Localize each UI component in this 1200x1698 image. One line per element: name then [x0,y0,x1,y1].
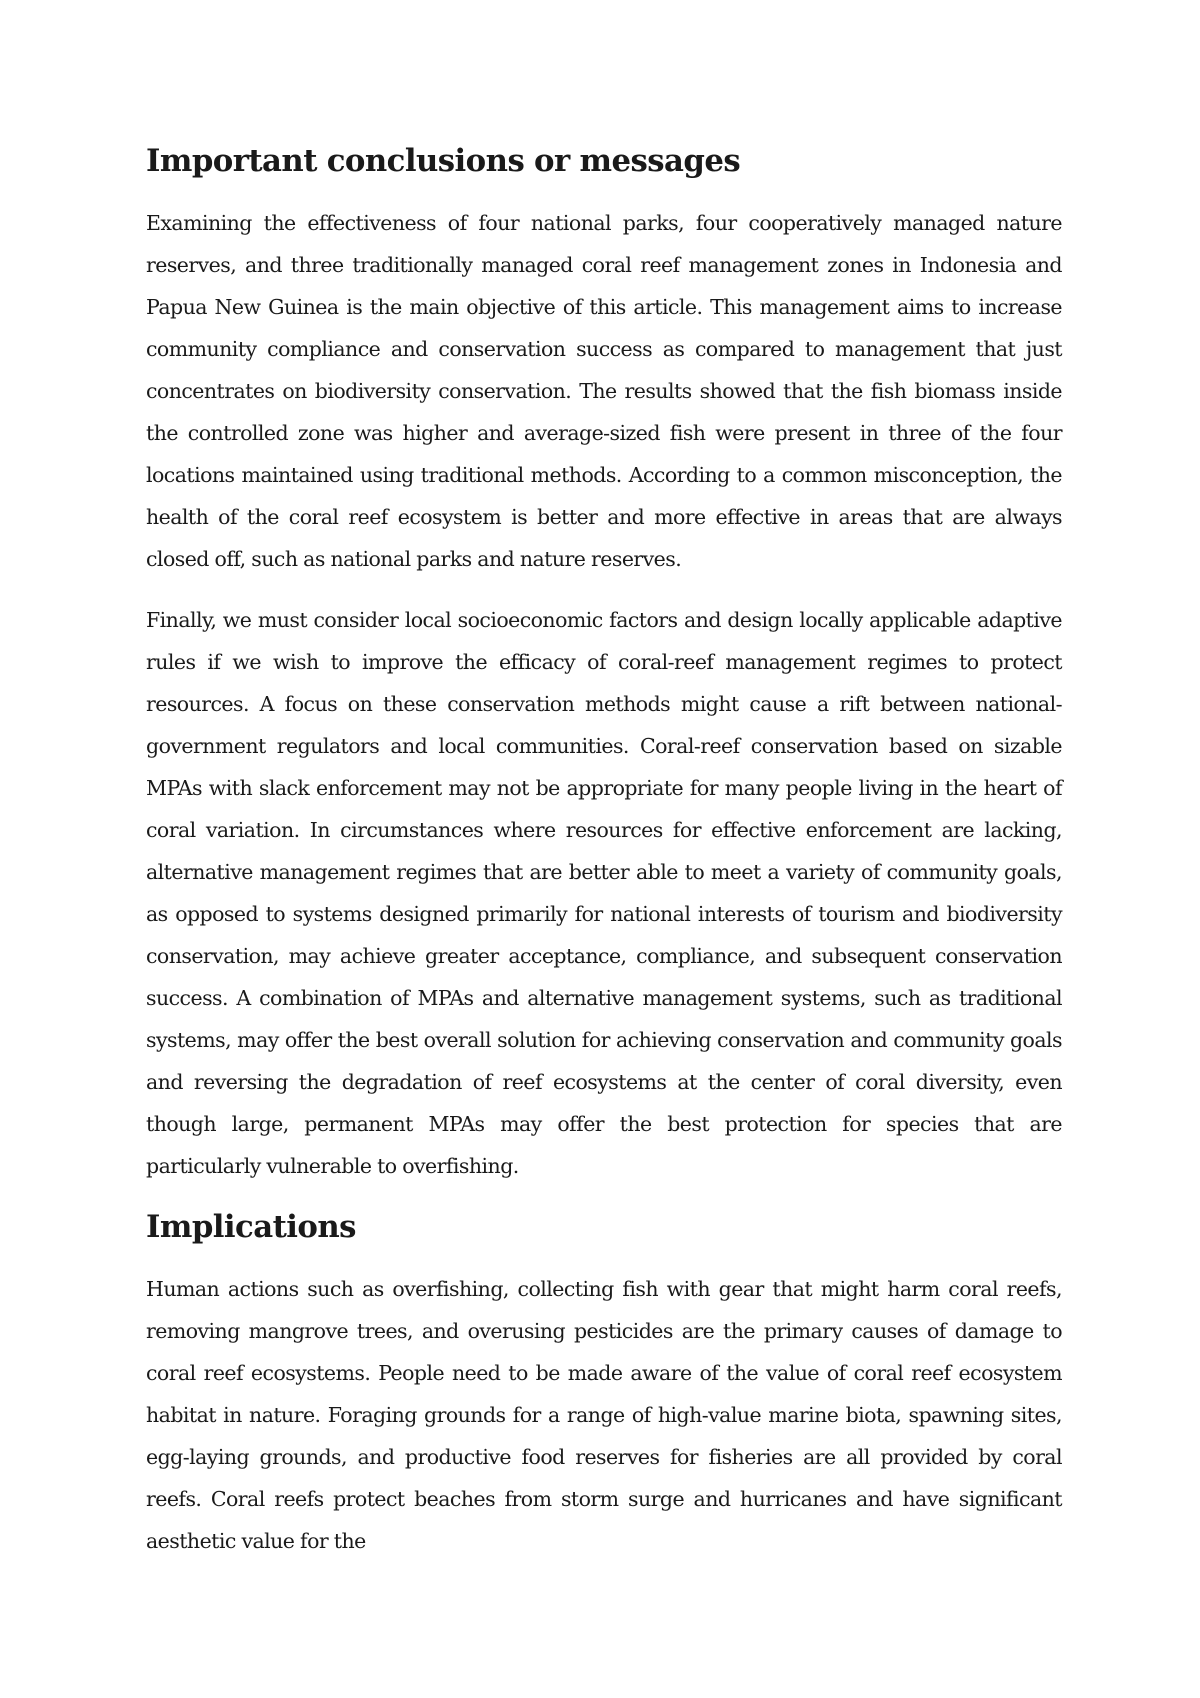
paragraph-implications-1: Human actions such as overfishing, collecting fish with gear that might harm coral reefs, removing mangrove trees, and overusing pesticides are the primary causes of damage to coral reef ecosystems. People need to be made aware of the value of coral reef ecosystem habitat in nature. Foraging grounds for a range of high-value marine biota, spawning sites, egg-laying grounds, and productive food reserves for fisheries are all provided by coral reefs. Coral reefs protect beaches from storm surge and hurricanes and have significant aesthetic value for the [146,1277,1062,1553]
section-heading-conclusions: Important conclusions or messages [146,143,741,179]
paragraph-conclusions-1: Examining the effectiveness of four national parks, four cooperatively managed nature reserves, and three traditionally managed coral reef management zones in Indonesia and Papua New Guinea is the main objective of this article. This management aims to increase community compliance and conservation success as compared to management that just concentrates on biodiversity conservation. The results showed that the fish biomass inside the controlled zone was higher and average-sized fish were present in three of the four locations maintained using traditional methods. According to a common misconception, the health of the coral reef ecosystem is better and more effective in areas that are always closed off, such as national parks and nature reserves. [146,211,1062,571]
spacer [146,182,1062,202]
spacer [146,580,1062,599]
paragraph-conclusions-2: Finally, we must consider local socioeconomic factors and design locally applicable adaptive rules if we wish to improve the efficacy of coral-reef management regimes to protect resources. A focus on these conservation methods might cause a rift between national-government regulators and local communities. Coral-reef conservation based on sizable MPAs with slack enforcement may not be appropriate for many people living in the heart of coral variation. In circumstances where resources for effective enforcement are lacking, alternative management regimes that are better able to meet a variety of community goals, as opposed to systems designed primarily for national interests of tourism and biodiversity conservation, may achieve greater acceptance, compliance, and subsequent conservation success. A combination of MPAs and alternative management systems, such as traditional systems, may offer the best overall solution for achieving conservation and community goals and reversing the degradation of reef ecosystems at the center of coral diversity, even though large, permanent MPAs may offer the best protection for species that are particularly vulnerable to overfishing. [146,608,1062,1178]
section-heading-implications: Implications [146,1209,356,1245]
spacer [146,1248,1062,1268]
document-body [146,140,1062,1562]
spacer [146,1187,1062,1206]
